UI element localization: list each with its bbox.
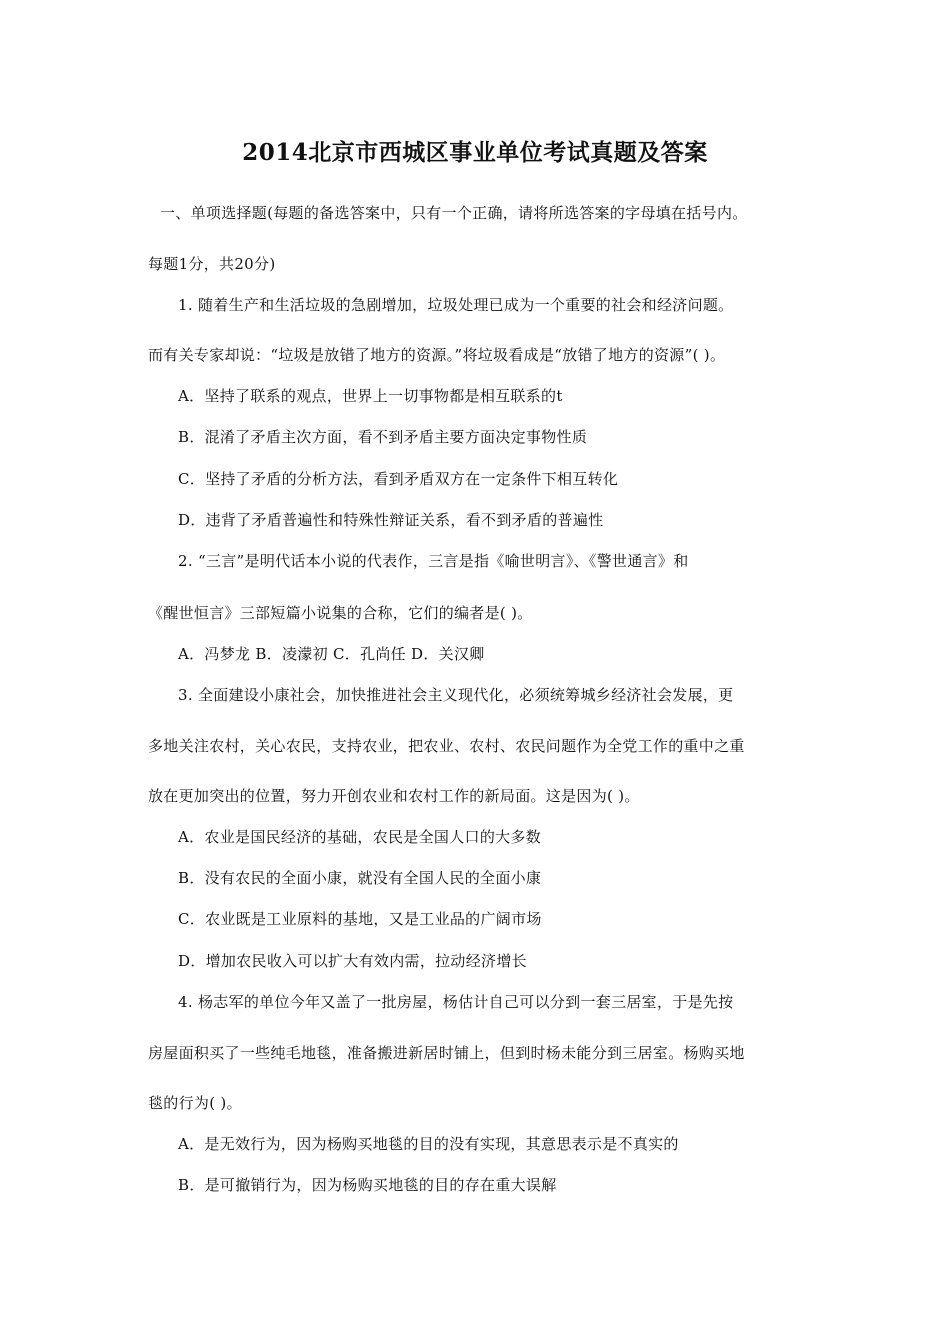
question-4-stem-line-2: 房屋面积买了一些纯毛地毯，准备搬进新居时铺上，但到时杨未能分到三居室。杨购买地 bbox=[148, 1044, 745, 1062]
section-heading-line-1: 一、单项选择题(每题的备选答案中，只有一个正确，请将所选答案的字母填在括号内。 bbox=[160, 204, 748, 222]
page-title: 2014北京市西城区事业单位考试真题及答案 bbox=[242, 139, 708, 166]
question-3-stem-line-3: 放在更加突出的位置，努力开创农业和农村工作的新局面。这是因为( )。 bbox=[148, 787, 640, 805]
question-2-stem-line-1: 2. “三言”是明代话本小说的代表作，三言是指《喻世明言》、《警世通言》和 bbox=[178, 552, 689, 570]
question-4-option-b: B．是可撤销行为，因为杨购买地毯的目的存在重大误解 bbox=[178, 1176, 557, 1194]
question-3-stem-line-2: 多地关注农村，关心农民，支持农业，把农业、农村、农民问题作为全党工作的重中之重 bbox=[148, 737, 745, 755]
question-1-option-c: C．坚持了矛盾的分析方法，看到矛盾双方在一定条件下相互转化 bbox=[178, 470, 619, 488]
question-1-option-b: B．混淆了矛盾主次方面，看不到矛盾主要方面决定事物性质 bbox=[178, 428, 588, 446]
question-4-stem-line-1: 4. 杨志军的单位今年又盖了一批房屋，杨估计自己可以分到一套三居室，于是先按 bbox=[178, 993, 734, 1011]
question-4-option-a: A．是无效行为，因为杨购买地毯的目的没有实现，其意思表示是不真实的 bbox=[178, 1135, 679, 1153]
question-3-option-a: A．农业是国民经济的基础，农民是全国人口的大多数 bbox=[178, 828, 542, 846]
question-3-option-b: B．没有农民的全面小康，就没有全国人民的全面小康 bbox=[178, 869, 542, 887]
section-heading-line-2: 每题1分，共20分) bbox=[148, 255, 276, 273]
question-2-stem-line-2: 《醒世恒言》三部短篇小说集的合称，它们的编者是( )。 bbox=[148, 604, 533, 622]
question-2-options: A．冯梦龙 B．凌濛初 C．孔尚任 D．关汉卿 bbox=[178, 645, 485, 663]
question-1-stem-line-2: 而有关专家却说：“垃圾是放错了地方的资源。”将垃圾看成是“放错了地方的资源”( )。 bbox=[148, 346, 726, 364]
question-3-option-c: C．农业既是工业原料的基地，又是工业品的广阔市场 bbox=[178, 910, 542, 928]
question-3-stem-line-1: 3. 全面建设小康社会，加快推进社会主义现代化，必须统筹城乡经济社会发展，更 bbox=[178, 686, 734, 704]
question-1-option-a: A．坚持了联系的观点，世界上一切事物都是相互联系的t bbox=[178, 387, 563, 405]
question-1-stem-line-1: 1. 随着生产和生活垃圾的急剧增加，垃圾处理已成为一个重要的社会和经济问题。 bbox=[178, 296, 734, 314]
question-4-stem-line-3: 毯的行为( )。 bbox=[148, 1094, 242, 1112]
question-3-option-d: D．增加农民收入可以扩大有效内需，拉动经济增长 bbox=[178, 952, 527, 970]
question-1-option-d: D．违背了矛盾普遍性和特殊性辩证关系，看不到矛盾的普遍性 bbox=[178, 511, 604, 529]
